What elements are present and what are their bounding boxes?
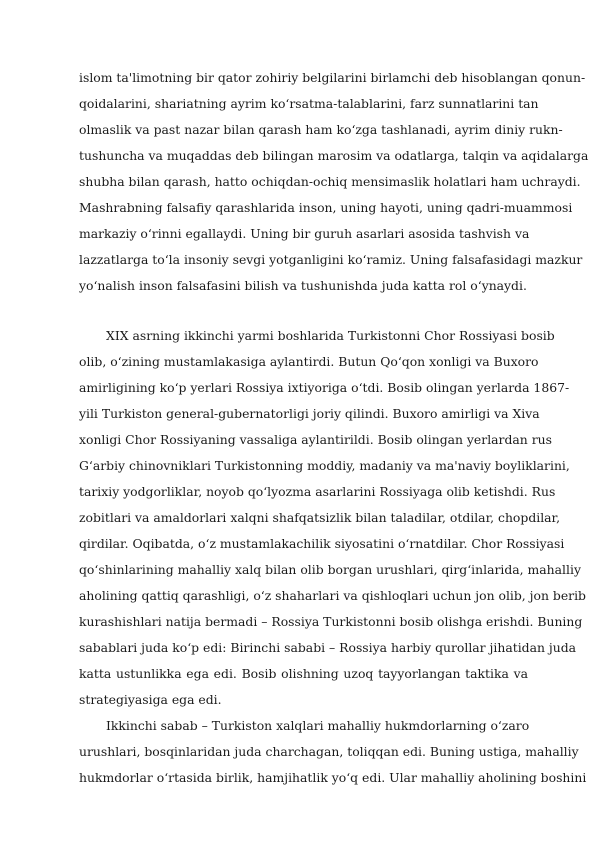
text-line: xonligi Chor Rossiyaning vassaliga aylantirildi. Bosib olingan yerlardan rus: [79, 432, 552, 447]
text-line: hukmdorlar o‘rtasida birlik, hamjihatlik yo‘q edi. Ular mahalliy aholining boshini: [79, 770, 587, 785]
text-line: Ikkinchi sabab – Turkiston xalqlari mahalliy hukmdorlarning o‘zaro: [106, 718, 530, 733]
text-line: amirligining ko‘p yerlari Rossiya ixtiyoriga o‘tdi. Bosib olingan yerlarda 1867-: [79, 380, 570, 395]
text-line: markaziy o‘rinni egallaydi. Uning bir guruh asarlari asosida tashvish va: [79, 226, 530, 241]
text-line: urushlari, bosqinlaridan juda charchagan, toliqqan edi. Buning ustiga, mahalliy: [79, 744, 579, 759]
text-line: olmaslik va past nazar bilan qarash ham ko‘zga tashlanadi, ayrim diniy rukn-: [79, 122, 563, 137]
text-line: yili Turkiston general-gubernatorligi joriy qilindi. Buxoro amirligi va Xiva: [79, 406, 540, 421]
text-line: islom ta'limotning bir qator zohiriy belgilarini birlamchi deb hisoblangan qonun-: [79, 70, 586, 85]
text-line: shubha bilan qarash, hatto ochiqdan-ochiq mensimaslik holatlari ham uchraydi.: [79, 174, 581, 189]
text-line: lazzatlarga to‘la insoniy sevgi yotganligini ko‘ramiz. Uning falsafasidagi mazkur: [79, 252, 583, 267]
text-line: aholining qattiq qarashligi, o‘z shaharlari va qishloqlari uchun jon olib, jon berib: [79, 588, 586, 603]
text-line: qoidalarini, shariatning ayrim ko‘rsatma-talablarini, farz sunnatlarini tan: [79, 96, 539, 111]
text-line: katta ustunlikka ega edi. Bosib olishning uzoq tayyorlangan taktika va: [79, 666, 528, 681]
text-line: yo‘nalish inson falsafasini bilish va tushunishda juda katta rol o‘ynaydi.: [79, 278, 527, 293]
text-line: tushuncha va muqaddas deb bilingan marosim va odatlarga, talqin va aqidalarga: [79, 148, 589, 163]
text-line: Mashrabning falsafiy qarashlarida inson, uning hayoti, uning qadri-muammosi: [79, 200, 573, 215]
text-line: G‘arbiy chinovniklari Turkistonning moddiy, madaniy va ma'naviy boyliklarini,: [79, 458, 570, 473]
text-line: sabablari juda ko‘p edi: Birinchi sababi – Rossiya harbiy qurollar jihatidan juda: [79, 640, 577, 655]
text-line: kurashishlari natija bermadi – Rossiya Turkistonni bosib olishga erishdi. Buning: [79, 614, 583, 629]
text-line: olib, o‘zining mustamlakasiga aylantirdi. Butun Qo‘qon xonligi va Buxoro: [79, 354, 539, 369]
text-line: qirdilar. Oqibatda, o‘z mustamlakachilik siyosatini o‘rnatdilar. Chor Rossiyasi: [79, 536, 565, 551]
text-line: qo‘shinlarining mahalliy xalq bilan olib borgan urushlari, qirg‘inlarida, mahalliy: [79, 562, 581, 577]
text-line: tarixiy yodgorliklar, noyob qo‘lyozma asarlarini Rossiyaga olib ketishdi. Rus: [79, 484, 556, 499]
text-line: strategiyasiga ega edi.: [79, 692, 222, 707]
text-line: XIX asrning ikkinchi yarmi boshlarida Turkistonni Chor Rossiyasi bosib: [106, 328, 555, 343]
text-line: zobitlari va amaldorlari xalqni shafqatsizlik bilan taladilar, otdilar, chopdilar,: [79, 510, 561, 525]
